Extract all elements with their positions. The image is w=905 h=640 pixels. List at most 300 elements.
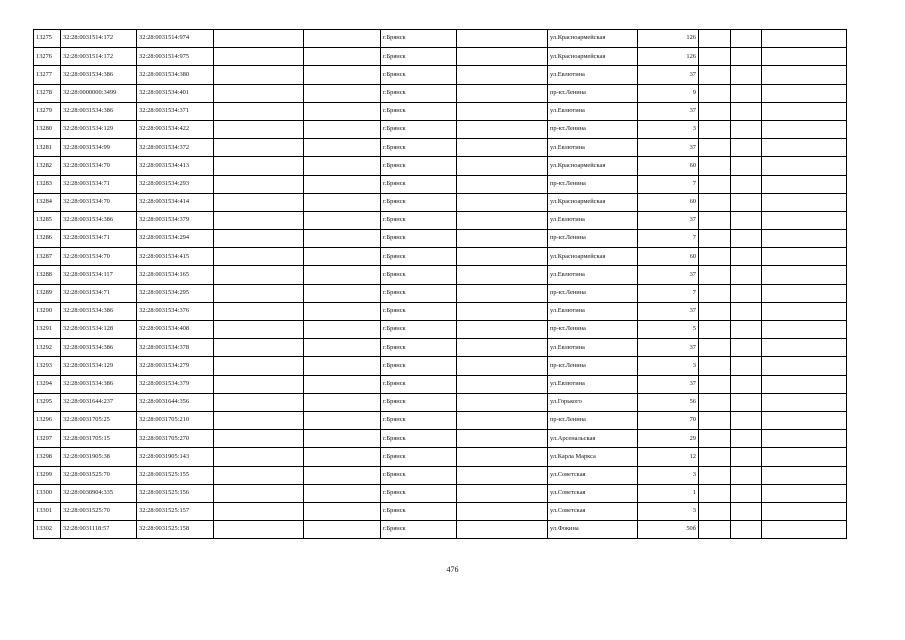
street-cell: пр-кт.Ленина	[548, 411, 638, 429]
cadastral-number-cell: 32:28:0000000:3499	[61, 84, 137, 102]
empty-cell	[214, 375, 304, 393]
city-cell: г.Брянск	[381, 284, 457, 302]
empty-cell	[304, 48, 381, 66]
empty-cell	[214, 302, 304, 320]
empty-cell	[457, 339, 548, 357]
empty-cell	[699, 284, 731, 302]
empty-cell	[214, 393, 304, 411]
empty-cell	[457, 120, 548, 138]
empty-cell	[304, 375, 381, 393]
table-row	[34, 502, 847, 520]
row-id-cell: 13289	[34, 284, 61, 302]
empty-cell	[731, 393, 762, 411]
empty-cell	[731, 357, 762, 375]
object-number-cell: 32:28:0031705:270	[137, 430, 214, 448]
empty-cell	[214, 84, 304, 102]
empty-cell	[304, 266, 381, 284]
empty-cell	[731, 193, 762, 211]
empty-cell	[304, 139, 381, 157]
empty-cell	[214, 157, 304, 175]
street-cell: пр-кт.Ленина	[548, 120, 638, 138]
object-number-cell: 32:28:0031534:293	[137, 175, 214, 193]
house-number-cell: 9	[638, 84, 699, 102]
row-id-cell: 13287	[34, 248, 61, 266]
cadastral-number-cell: 32:28:0031534:129	[61, 120, 137, 138]
cadastral-number-cell: 32:28:0031534:386	[61, 302, 137, 320]
empty-cell	[304, 393, 381, 411]
house-number-cell: 37	[638, 102, 699, 120]
empty-cell	[731, 139, 762, 157]
house-number-cell: 1	[638, 484, 699, 502]
empty-cell	[214, 48, 304, 66]
empty-cell	[304, 357, 381, 375]
cadastral-number-cell: 32:28:0031534:70	[61, 248, 137, 266]
cadastral-number-cell: 32:28:0031644:237	[61, 393, 137, 411]
street-cell: ул.Евлютина	[548, 339, 638, 357]
empty-cell	[214, 211, 304, 229]
row-id-cell: 13283	[34, 175, 61, 193]
object-number-cell: 32:28:0031534:371	[137, 102, 214, 120]
house-number-cell: 37	[638, 302, 699, 320]
house-number-cell: 37	[638, 211, 699, 229]
empty-cell	[731, 248, 762, 266]
empty-cell	[457, 411, 548, 429]
empty-cell	[457, 502, 548, 520]
empty-cell	[762, 502, 847, 520]
empty-cell	[457, 266, 548, 284]
cadastral-number-cell: 32:28:0031534:386	[61, 66, 137, 84]
object-number-cell: 32:28:0031525:155	[137, 466, 214, 484]
empty-cell	[304, 230, 381, 248]
row-id-cell: 13281	[34, 139, 61, 157]
table-row	[34, 30, 847, 48]
row-id-cell: 13302	[34, 521, 61, 539]
cadastral-number-cell: 32:28:0031534:70	[61, 157, 137, 175]
house-number-cell: 37	[638, 66, 699, 84]
empty-cell	[731, 321, 762, 339]
empty-cell	[457, 66, 548, 84]
empty-cell	[457, 193, 548, 211]
object-number-cell: 32:28:0031534:372	[137, 139, 214, 157]
empty-cell	[699, 393, 731, 411]
empty-cell	[699, 375, 731, 393]
city-cell: г.Брянск	[381, 120, 457, 138]
empty-cell	[731, 66, 762, 84]
empty-cell	[304, 120, 381, 138]
row-id-cell: 13282	[34, 157, 61, 175]
empty-cell	[762, 102, 847, 120]
city-cell: г.Брянск	[381, 230, 457, 248]
city-cell: г.Брянск	[381, 357, 457, 375]
object-number-cell: 32:28:0031534:414	[137, 193, 214, 211]
row-id-cell: 13296	[34, 411, 61, 429]
house-number-cell: 3	[638, 466, 699, 484]
cadastral-number-cell: 32:28:0031534:386	[61, 211, 137, 229]
empty-cell	[731, 120, 762, 138]
street-cell: ул.Советская	[548, 466, 638, 484]
street-cell: ул.Евлютина	[548, 102, 638, 120]
cadastral-number-cell: 32:28:0031534:129	[61, 357, 137, 375]
empty-cell	[731, 502, 762, 520]
empty-cell	[731, 375, 762, 393]
object-number-cell: 32:28:0031534:378	[137, 339, 214, 357]
object-number-cell: 32:28:0031534:279	[137, 357, 214, 375]
object-number-cell: 32:28:0031534:295	[137, 284, 214, 302]
cadastral-number-cell: 32:28:0031905:38	[61, 448, 137, 466]
empty-cell	[214, 284, 304, 302]
house-number-cell: 126	[638, 48, 699, 66]
empty-cell	[457, 30, 548, 48]
empty-cell	[457, 321, 548, 339]
cadastral-number-cell: 32:28:0030904:335	[61, 484, 137, 502]
empty-cell	[731, 448, 762, 466]
empty-cell	[731, 284, 762, 302]
table-row	[34, 175, 847, 193]
empty-cell	[762, 302, 847, 320]
empty-cell	[762, 430, 847, 448]
house-number-cell: 56	[638, 393, 699, 411]
table-row	[34, 139, 847, 157]
city-cell: г.Брянск	[381, 102, 457, 120]
empty-cell	[731, 30, 762, 48]
object-number-cell: 32:28:0031534:379	[137, 375, 214, 393]
cadastral-number-cell: 32:28:0031118:57	[61, 521, 137, 539]
object-number-cell: 32:28:0031534:380	[137, 66, 214, 84]
empty-cell	[304, 466, 381, 484]
empty-cell	[762, 84, 847, 102]
empty-cell	[214, 411, 304, 429]
empty-cell	[457, 175, 548, 193]
empty-cell	[304, 248, 381, 266]
empty-cell	[762, 466, 847, 484]
empty-cell	[762, 230, 847, 248]
empty-cell	[731, 211, 762, 229]
empty-cell	[457, 211, 548, 229]
empty-cell	[762, 484, 847, 502]
row-id-cell: 13298	[34, 448, 61, 466]
street-cell: ул.Красноармейская	[548, 193, 638, 211]
city-cell: г.Брянск	[381, 84, 457, 102]
empty-cell	[457, 48, 548, 66]
table-row	[34, 411, 847, 429]
empty-cell	[762, 393, 847, 411]
empty-cell	[214, 30, 304, 48]
cadastral-number-cell: 32:28:0031705:25	[61, 411, 137, 429]
empty-cell	[214, 266, 304, 284]
city-cell: г.Брянск	[381, 393, 457, 411]
page-number: 476	[446, 565, 459, 574]
cadastral-number-cell: 32:28:0031534:128	[61, 321, 137, 339]
empty-cell	[304, 484, 381, 502]
empty-cell	[699, 48, 731, 66]
house-number-cell: 3	[638, 120, 699, 138]
empty-cell	[731, 102, 762, 120]
city-cell: г.Брянск	[381, 521, 457, 539]
city-cell: г.Брянск	[381, 502, 457, 520]
street-cell: ул.Горького	[548, 393, 638, 411]
empty-cell	[699, 466, 731, 484]
cadastral-number-cell: 32:28:0031534:71	[61, 230, 137, 248]
table-row	[34, 66, 847, 84]
house-number-cell: 29	[638, 430, 699, 448]
city-cell: г.Брянск	[381, 193, 457, 211]
empty-cell	[731, 266, 762, 284]
cadastral-number-cell: 32:28:0031534:71	[61, 175, 137, 193]
empty-cell	[214, 139, 304, 157]
empty-cell	[731, 466, 762, 484]
empty-cell	[762, 157, 847, 175]
empty-cell	[457, 393, 548, 411]
empty-cell	[457, 448, 548, 466]
house-number-cell: 60	[638, 248, 699, 266]
empty-cell	[214, 321, 304, 339]
row-id-cell: 13300	[34, 484, 61, 502]
street-cell: ул.Карла Маркса	[548, 448, 638, 466]
empty-cell	[699, 266, 731, 284]
empty-cell	[457, 248, 548, 266]
row-id-cell: 13290	[34, 302, 61, 320]
house-number-cell: 37	[638, 339, 699, 357]
table-row	[34, 357, 847, 375]
empty-cell	[457, 230, 548, 248]
empty-cell	[731, 430, 762, 448]
empty-cell	[731, 175, 762, 193]
empty-cell	[731, 157, 762, 175]
empty-cell	[699, 157, 731, 175]
house-number-cell: 60	[638, 193, 699, 211]
table-row	[34, 393, 847, 411]
object-number-cell: 32:28:0031534:379	[137, 211, 214, 229]
row-id-cell: 13291	[34, 321, 61, 339]
street-cell: пр-кт.Ленина	[548, 230, 638, 248]
object-number-cell: 32:28:0031534:413	[137, 157, 214, 175]
empty-cell	[457, 484, 548, 502]
city-cell: г.Брянск	[381, 211, 457, 229]
empty-cell	[699, 30, 731, 48]
row-id-cell: 13299	[34, 466, 61, 484]
house-number-cell: 12	[638, 448, 699, 466]
row-id-cell: 13275	[34, 30, 61, 48]
empty-cell	[762, 211, 847, 229]
table-row	[34, 448, 847, 466]
house-number-cell: 60	[638, 157, 699, 175]
empty-cell	[457, 375, 548, 393]
empty-cell	[731, 339, 762, 357]
table-row	[34, 466, 847, 484]
empty-cell	[457, 284, 548, 302]
street-cell: ул.Евлютина	[548, 139, 638, 157]
object-number-cell: 32:28:0031514:975	[137, 48, 214, 66]
table-row	[34, 339, 847, 357]
empty-cell	[699, 120, 731, 138]
empty-cell	[304, 211, 381, 229]
street-cell: ул.Красноармейская	[548, 248, 638, 266]
street-cell: ул.Красноармейская	[548, 30, 638, 48]
object-number-cell: 32:28:0031705:210	[137, 411, 214, 429]
empty-cell	[699, 248, 731, 266]
object-number-cell: 32:28:0031534:165	[137, 266, 214, 284]
empty-cell	[457, 102, 548, 120]
city-cell: г.Брянск	[381, 430, 457, 448]
empty-cell	[762, 321, 847, 339]
table-row	[34, 102, 847, 120]
cadastral-number-cell: 32:28:0031534:71	[61, 284, 137, 302]
cadastral-number-cell: 32:28:0031534:386	[61, 339, 137, 357]
house-number-cell: 37	[638, 375, 699, 393]
empty-cell	[762, 248, 847, 266]
empty-cell	[304, 448, 381, 466]
empty-cell	[762, 30, 847, 48]
empty-cell	[731, 48, 762, 66]
table-row	[34, 211, 847, 229]
empty-cell	[762, 339, 847, 357]
empty-cell	[304, 339, 381, 357]
row-id-cell: 13285	[34, 211, 61, 229]
empty-cell	[304, 84, 381, 102]
object-number-cell: 32:28:0031534:408	[137, 321, 214, 339]
house-number-cell: 7	[638, 230, 699, 248]
object-number-cell: 32:28:0031534:422	[137, 120, 214, 138]
empty-cell	[214, 339, 304, 357]
empty-cell	[304, 102, 381, 120]
row-id-cell: 13294	[34, 375, 61, 393]
table-row	[34, 321, 847, 339]
object-number-cell: 32:28:0031525:156	[137, 484, 214, 502]
table-row	[34, 521, 847, 539]
empty-cell	[731, 484, 762, 502]
empty-cell	[457, 302, 548, 320]
empty-cell	[699, 339, 731, 357]
street-cell: ул.Евлютина	[548, 66, 638, 84]
empty-cell	[699, 193, 731, 211]
city-cell: г.Брянск	[381, 411, 457, 429]
empty-cell	[762, 521, 847, 539]
house-number-cell: 7	[638, 175, 699, 193]
table-row	[34, 48, 847, 66]
cadastral-number-cell: 32:28:0031514:172	[61, 48, 137, 66]
empty-cell	[214, 357, 304, 375]
house-number-cell: 5	[638, 321, 699, 339]
empty-cell	[699, 357, 731, 375]
empty-cell	[214, 102, 304, 120]
empty-cell	[699, 430, 731, 448]
cadastral-number-cell: 32:28:0031534:117	[61, 266, 137, 284]
empty-cell	[762, 411, 847, 429]
empty-cell	[699, 66, 731, 84]
cadastral-number-cell: 32:28:0031534:386	[61, 375, 137, 393]
table-row	[34, 248, 847, 266]
street-cell: пр-кт.Ленина	[548, 357, 638, 375]
object-number-cell: 32:28:0031525:158	[137, 521, 214, 539]
empty-cell	[304, 193, 381, 211]
row-id-cell: 13284	[34, 193, 61, 211]
empty-cell	[762, 175, 847, 193]
street-cell: ул.Фокина	[548, 521, 638, 539]
empty-cell	[304, 30, 381, 48]
table-row	[34, 84, 847, 102]
city-cell: г.Брянск	[381, 321, 457, 339]
row-id-cell: 13295	[34, 393, 61, 411]
cadastral-number-cell: 32:28:0031705:15	[61, 430, 137, 448]
street-cell: ул.Советская	[548, 484, 638, 502]
empty-cell	[699, 230, 731, 248]
cadastral-number-cell: 32:28:0031534:70	[61, 193, 137, 211]
object-number-cell: 32:28:0031525:157	[137, 502, 214, 520]
empty-cell	[304, 321, 381, 339]
table-row	[34, 120, 847, 138]
house-number-cell: 50б	[638, 521, 699, 539]
city-cell: г.Брянск	[381, 266, 457, 284]
city-cell: г.Брянск	[381, 175, 457, 193]
object-number-cell: 32:28:0031534:376	[137, 302, 214, 320]
empty-cell	[214, 430, 304, 448]
row-id-cell: 13279	[34, 102, 61, 120]
street-cell: пр-кт.Ленина	[548, 321, 638, 339]
empty-cell	[762, 139, 847, 157]
street-cell: пр-кт.Ленина	[548, 175, 638, 193]
empty-cell	[699, 411, 731, 429]
empty-cell	[731, 521, 762, 539]
empty-cell	[699, 321, 731, 339]
empty-cell	[699, 448, 731, 466]
empty-cell	[762, 375, 847, 393]
empty-cell	[304, 157, 381, 175]
table-row	[34, 157, 847, 175]
row-id-cell: 13276	[34, 48, 61, 66]
table-row	[34, 230, 847, 248]
city-cell: г.Брянск	[381, 157, 457, 175]
empty-cell	[214, 175, 304, 193]
city-cell: г.Брянск	[381, 375, 457, 393]
city-cell: г.Брянск	[381, 448, 457, 466]
object-number-cell: 32:28:0031905:143	[137, 448, 214, 466]
row-id-cell: 13297	[34, 430, 61, 448]
street-cell: ул.Красноармейская	[548, 157, 638, 175]
city-cell: г.Брянск	[381, 484, 457, 502]
table-row	[34, 193, 847, 211]
empty-cell	[457, 139, 548, 157]
empty-cell	[762, 448, 847, 466]
cadastral-number-cell: 32:28:0031525:70	[61, 502, 137, 520]
empty-cell	[457, 357, 548, 375]
row-id-cell: 13301	[34, 502, 61, 520]
city-cell: г.Брянск	[381, 466, 457, 484]
object-number-cell: 32:28:0031514:974	[137, 30, 214, 48]
table-row	[34, 430, 847, 448]
object-number-cell: 32:28:0031534:401	[137, 84, 214, 102]
empty-cell	[214, 120, 304, 138]
cadastral-number-cell: 32:28:0031525:70	[61, 466, 137, 484]
house-number-cell: 37	[638, 139, 699, 157]
cadastral-number-cell: 32:28:0031534:99	[61, 139, 137, 157]
row-id-cell: 13293	[34, 357, 61, 375]
empty-cell	[699, 84, 731, 102]
row-id-cell: 13280	[34, 120, 61, 138]
city-cell: г.Брянск	[381, 48, 457, 66]
street-cell: ул.Арсенальская	[548, 430, 638, 448]
row-id-cell: 13292	[34, 339, 61, 357]
street-cell: ул.Евлютина	[548, 375, 638, 393]
empty-cell	[731, 302, 762, 320]
empty-cell	[304, 521, 381, 539]
empty-cell	[214, 66, 304, 84]
object-number-cell: 32:28:0031534:294	[137, 230, 214, 248]
empty-cell	[731, 230, 762, 248]
empty-cell	[304, 430, 381, 448]
cadastral-number-cell: 32:28:0031534:386	[61, 102, 137, 120]
empty-cell	[699, 502, 731, 520]
street-cell: пр-кт.Ленина	[548, 84, 638, 102]
